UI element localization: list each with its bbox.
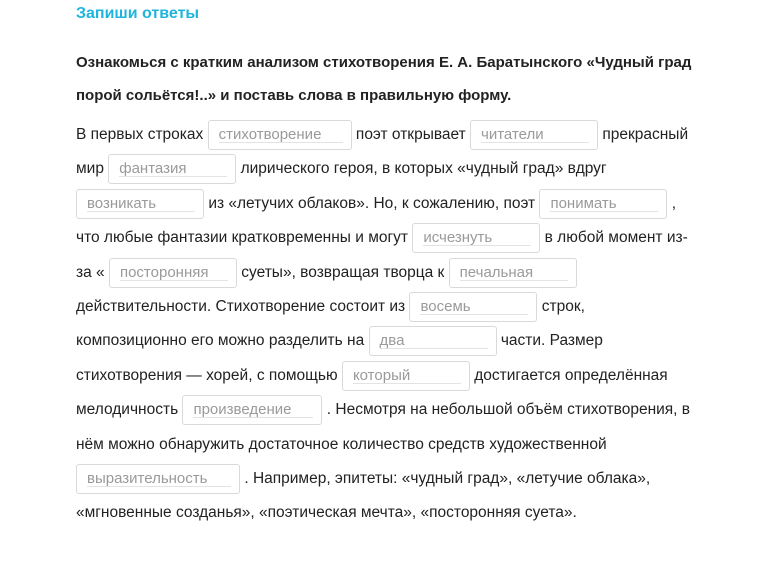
text-fragment: части. Размер стихотворения — хорей, с помощью — [76, 332, 603, 384]
answer-input-5[interactable]: понимать — [539, 189, 667, 219]
text-fragment: лирического героя, в которых «чудный град» вдруг — [240, 160, 607, 178]
answer-input-12[interactable]: произведение — [182, 395, 322, 425]
analysis-text — [76, 118, 696, 531]
text-fragment: действительности. Стихотворение состоит из — [76, 298, 406, 316]
text-fragment: суеты», возвращая творца к — [241, 263, 445, 281]
text-fragment: , что любые фантазии кратковременны и могут — [76, 194, 677, 247]
text-fragment: из «летучих облаков». Но, к сожалению, поэт — [208, 194, 536, 212]
answer-input-13[interactable]: выразительность — [76, 464, 240, 494]
text-fragment: поэт открывает — [355, 126, 466, 143]
answer-input-2[interactable]: читатели — [470, 120, 598, 150]
answer-input-4[interactable]: возникать — [76, 189, 204, 219]
answer-input-3[interactable]: фантазия — [108, 154, 236, 184]
answer-input-10[interactable]: два — [369, 326, 497, 356]
section-title: Запиши ответы — [76, 5, 200, 22]
answer-input-8[interactable]: печальная — [449, 258, 577, 288]
text-fragment: прекрасный мир — [76, 126, 689, 178]
text-fragment: В первых строках — [76, 126, 204, 143]
answer-input-6[interactable]: исчезнуть — [412, 223, 540, 253]
answer-input-7[interactable]: посторонняя — [109, 258, 237, 288]
answer-input-1[interactable]: стихотворение — [208, 120, 352, 150]
text-fragment: . — [244, 470, 249, 488]
answer-input-9[interactable]: восемь — [409, 292, 537, 322]
text-fragment: в любой момент из-за « — [76, 229, 688, 281]
text-fragment: строк, композиционно его можно разделить на — [76, 298, 585, 350]
text-fragment: достигается определённая мелодичность — [76, 366, 668, 419]
text-fragment: Например, эпитеты: «чудный град», «летучие облака», «мгновенные созданья», «поэтическая мечта», «посторонняя суета». — [76, 470, 651, 522]
answer-input-11[interactable]: который — [342, 361, 470, 391]
text-fragment: . Несмотря на небольшой объём стихотворения, в нём можно обнаружить достаточное количество средств художественной — [76, 401, 691, 453]
task-instruction: Ознакомься с кратким анализом стихотворения Е. А. Баратынского «Чудный град порой сольётся!..» и поставь слова в правильную форму. — [76, 54, 692, 104]
